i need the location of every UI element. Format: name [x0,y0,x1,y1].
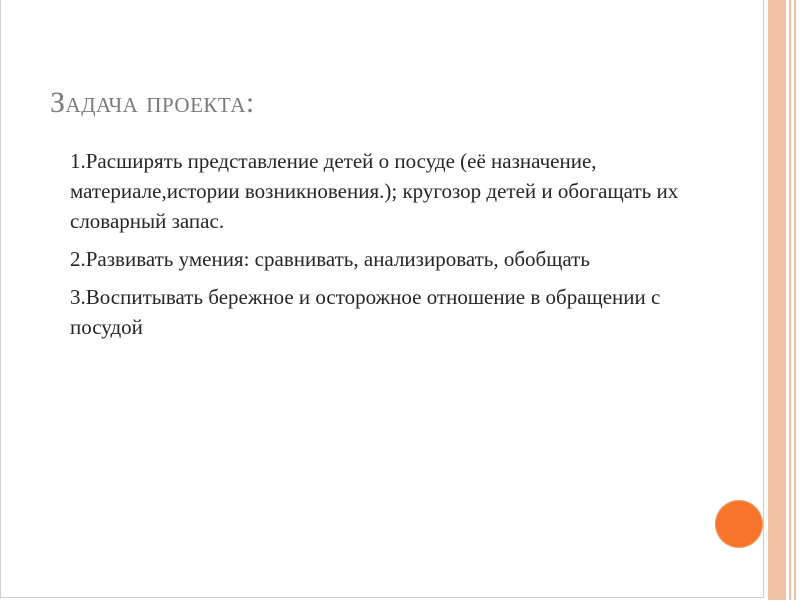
decorative-stripe-wide [768,0,786,600]
bullet-text: 2.Развивать умения: сравнивать, анализировать, обобщать [70,247,590,271]
orange-circle-icon [715,500,763,548]
bullet-text: 3.Воспитывать бережное и осторожное отношение в обращении с посудой [70,285,661,339]
bullet-item [46,282,706,342]
bullet-item [46,146,706,236]
bullet-text: 1.Расширять представление детей о посуде (её назначение, материале,истории возникновения.); кругозор детей и обогащать их словарный запас. [70,149,679,233]
decorative-stripe-thin [789,0,791,600]
slide-title: Задача проекта: [50,86,255,119]
bullet-list [46,146,706,350]
decorative-stripe-thin [794,0,796,600]
bullet-item [46,244,706,274]
